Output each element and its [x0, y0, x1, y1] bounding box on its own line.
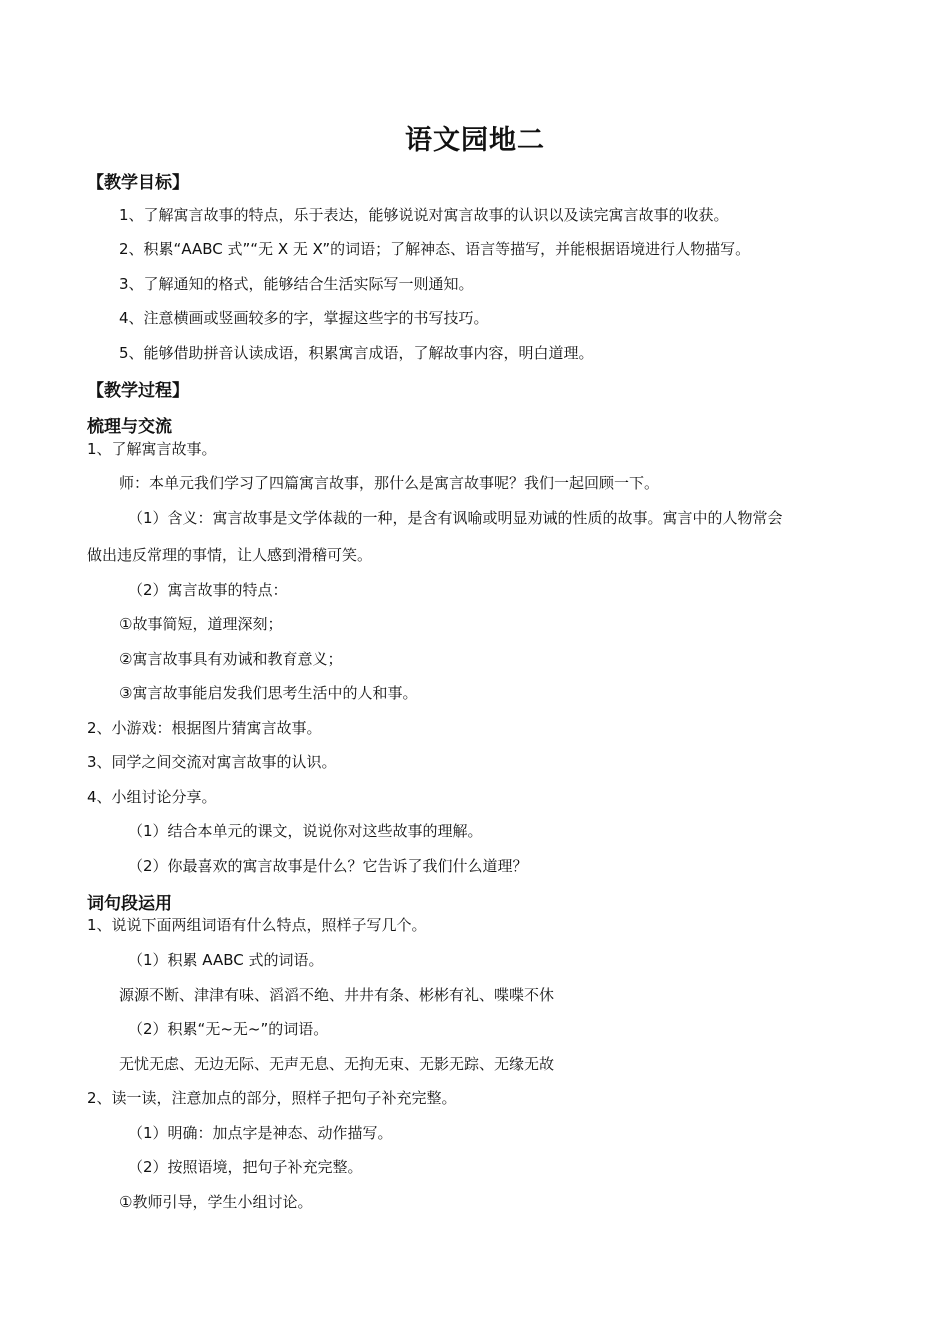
process-heading: 【教学过程】 [87, 381, 189, 401]
features-heading: （2）寓言故事的特点： [128, 581, 288, 599]
sub-item: （2）按照语境，把句子补充完整。 [128, 1158, 363, 1176]
feature-item: ③寓言故事能启发我们思考生活中的人和事。 [119, 684, 418, 702]
sub-item: （1）明确：加点字是神态、动作描写。 [128, 1124, 393, 1142]
teacher-line: 师：本单元我们学习了四篇寓言故事，那什么是寓言故事呢？我们一起回顾一下。 [119, 474, 660, 492]
objective-item: 4、注意横画或竖画较多的字，掌握这些字的书写技巧。 [119, 309, 489, 327]
objective-item: 1、了解寓言故事的特点，乐于表达，能够说说对寓言故事的认识以及读完寓言故事的收获。 [119, 206, 729, 224]
word-list: 源源不断、津津有味、滔滔不绝、井井有条、彬彬有礼、喋喋不休 [119, 986, 555, 1004]
feature-item: ②寓言故事具有劝诫和教育意义； [119, 650, 343, 668]
objectives-heading: 【教学目标】 [87, 173, 189, 193]
definition-line: （1）含义：寓言故事是文学体裁的一种，是含有讽喻或明显劝诫的性质的故事。寓言中的人物常会 [128, 509, 783, 527]
discussion-item: （1）结合本单元的课文，说说你对这些故事的理解。 [128, 822, 483, 840]
section-heading-review: 梳理与交流 [87, 417, 172, 437]
objective-item: 5、能够借助拼音认读成语，积累寓言成语，了解故事内容，明白道理。 [119, 344, 594, 362]
sub-item: （1）积累 AABC 式的词语。 [128, 951, 324, 969]
section-heading-usage: 词句段运用 [87, 894, 172, 914]
definition-line-cont: 做出违反常理的事情，让人感到滑稽可笑。 [87, 546, 373, 564]
sub-item: ①教师引导，学生小组讨论。 [119, 1193, 313, 1211]
list-item: 2、小游戏：根据图片猜寓言故事。 [87, 719, 322, 737]
discussion-item: （2）你最喜欢的寓言故事是什么？它告诉了我们什么道理？ [128, 857, 528, 875]
list-item: 4、小组讨论分享。 [87, 788, 217, 806]
list-item: 2、读一读，注意加点的部分，照样子把句子补充完整。 [87, 1089, 457, 1107]
list-item: 3、同学之间交流对寓言故事的认识。 [87, 753, 337, 771]
objective-item: 3、了解通知的格式，能够结合生活实际写一则通知。 [119, 275, 474, 293]
sub-item: （2）积累“无~无~”的词语。 [128, 1020, 329, 1038]
list-item: 1、了解寓言故事。 [87, 440, 217, 458]
feature-item: ①故事简短，道理深刻； [119, 615, 283, 633]
objective-item: 2、积累“AABC 式”“无 X 无 X”的词语；了解神态、语言等描写，并能根据语境进行人物描写。 [119, 240, 751, 258]
page-title: 语文园地二 [405, 125, 545, 156]
list-item: 1、说说下面两组词语有什么特点，照样子写几个。 [87, 916, 427, 934]
word-list: 无忧无虑、无边无际、无声无息、无拘无束、无影无踪、无缘无故 [119, 1055, 555, 1073]
